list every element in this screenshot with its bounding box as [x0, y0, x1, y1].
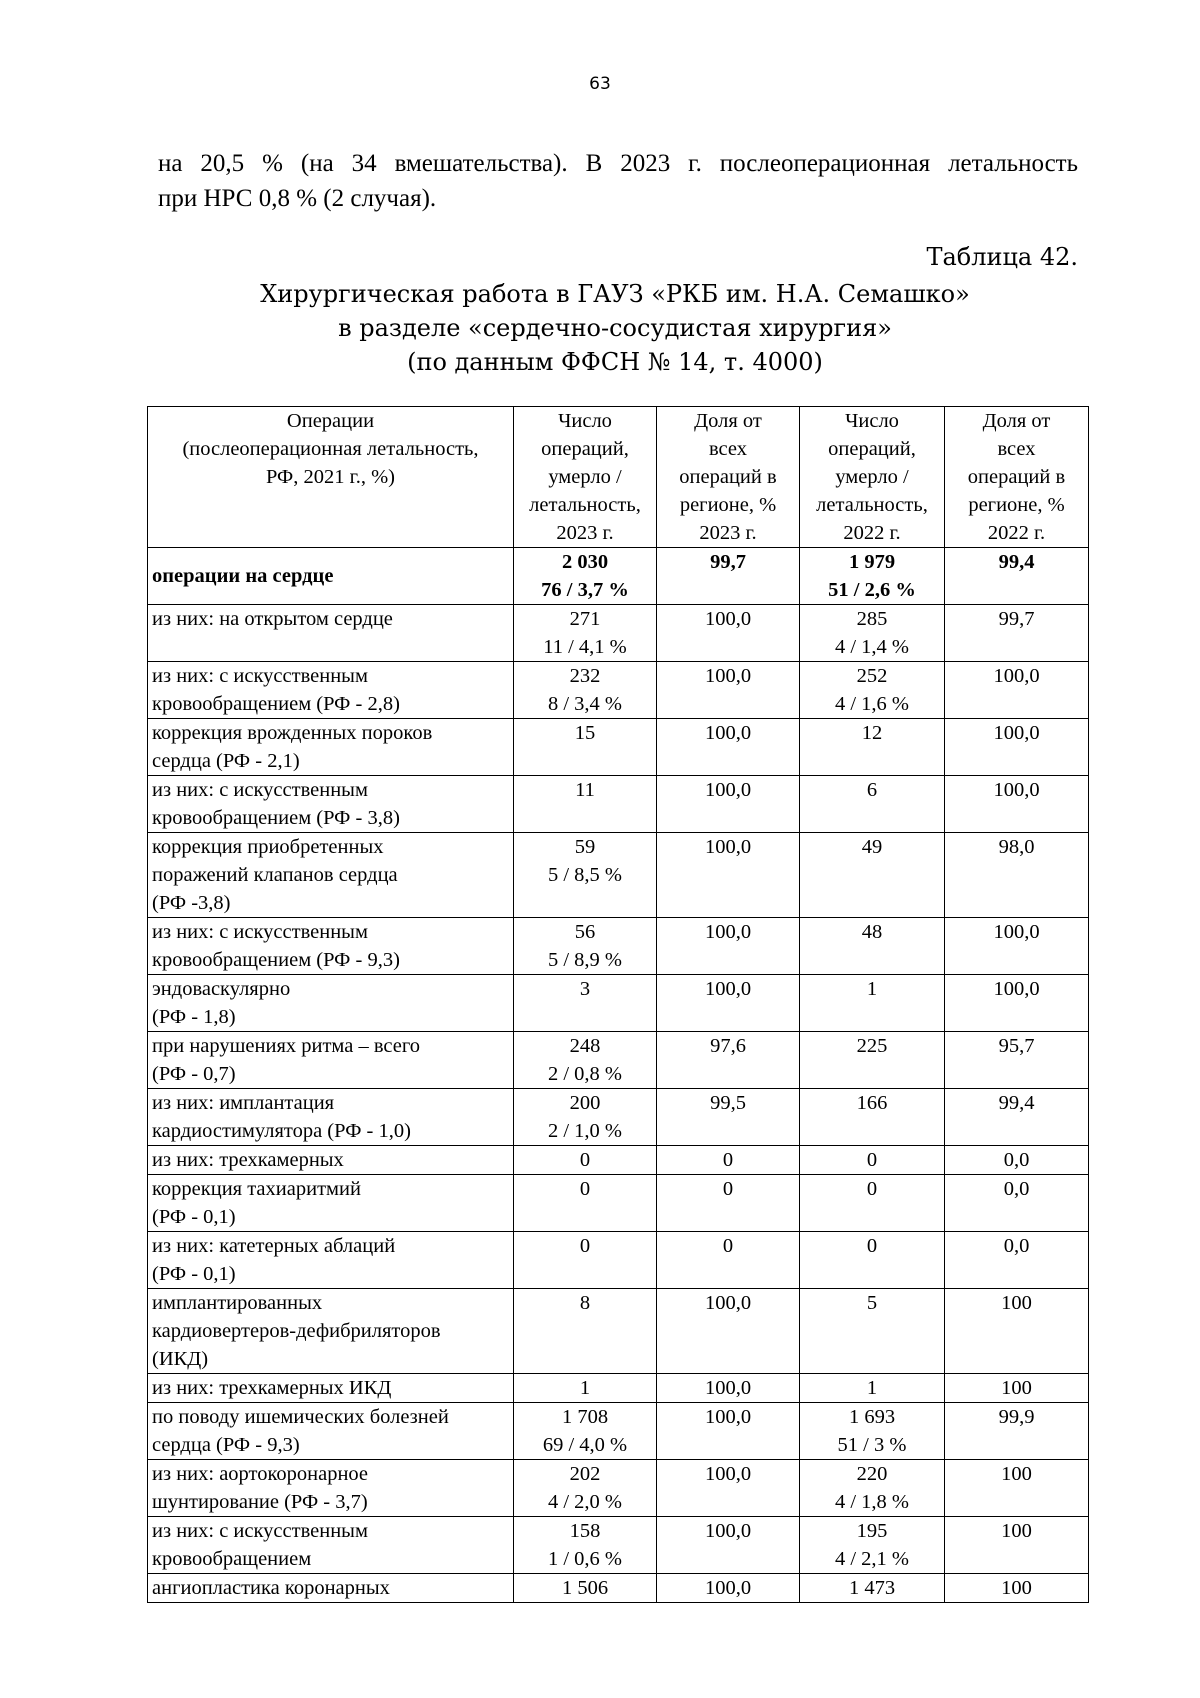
header-count-2022: Число операций, умерло / летальность, 2022 г.	[800, 407, 945, 548]
operation-cell: коррекция тахиаритмий (РФ - 0,1)	[148, 1175, 514, 1232]
count-2022-cell: 12	[800, 719, 945, 776]
count-2023-cell: 202 4 / 2,0 %	[514, 1460, 657, 1517]
table-header-row	[148, 407, 1089, 548]
table-row	[148, 1374, 1089, 1403]
table-row	[148, 605, 1089, 662]
page-number: 63	[589, 74, 611, 94]
table-row	[148, 975, 1089, 1032]
table-row	[148, 918, 1089, 975]
share-2022-cell: 100,0	[945, 918, 1089, 975]
count-2023-cell: 232 8 / 3,4 %	[514, 662, 657, 719]
table-row	[148, 1517, 1089, 1574]
count-2023-cell: 158 1 / 0,6 %	[514, 1517, 657, 1574]
table-row	[148, 1574, 1089, 1603]
share-2022-cell: 100	[945, 1374, 1089, 1403]
share-2022-cell: 100,0	[945, 662, 1089, 719]
count-2023-cell: 271 11 / 4,1 %	[514, 605, 657, 662]
share-2023-cell: 100,0	[657, 1517, 800, 1574]
share-2023-cell: 100,0	[657, 1374, 800, 1403]
share-2022-cell: 100,0	[945, 776, 1089, 833]
count-2022-cell: 5	[800, 1289, 945, 1374]
count-2022-cell: 225	[800, 1032, 945, 1089]
count-2023-cell: 59 5 / 8,5 %	[514, 833, 657, 918]
share-2022-cell: 100	[945, 1574, 1089, 1603]
share-2023-cell: 99,5	[657, 1089, 800, 1146]
count-2023-cell: 3	[514, 975, 657, 1032]
intro-paragraph	[158, 146, 1078, 216]
count-2023-cell: 15	[514, 719, 657, 776]
table-row	[148, 1460, 1089, 1517]
share-2022-cell: 99,4	[945, 548, 1089, 605]
share-2023-cell: 100,0	[657, 918, 800, 975]
share-2023-cell: 0	[657, 1146, 800, 1175]
count-2023-cell: 0	[514, 1175, 657, 1232]
table-row	[148, 1175, 1089, 1232]
share-2023-cell: 100,0	[657, 975, 800, 1032]
operation-cell: по поводу ишемических болезней сердца (РФ - 9,3)	[148, 1403, 514, 1460]
operation-cell: из них: катетерных аблаций (РФ - 0,1)	[148, 1232, 514, 1289]
count-2022-cell: 1 979 51 / 2,6 %	[800, 548, 945, 605]
operation-cell: из них: с искусственным кровообращением (РФ - 3,8)	[148, 776, 514, 833]
table-row	[148, 1146, 1089, 1175]
count-2023-cell: 2 030 76 / 3,7 %	[514, 548, 657, 605]
caption-line-3: (по данным ФФСН № 14, т. 4000)	[407, 348, 823, 376]
operation-cell: из них: имплантация кардиостимулятора (РФ - 1,0)	[148, 1089, 514, 1146]
header-operations: Операции (послеоперационная летальность, РФ, 2021 г., %)	[148, 407, 514, 548]
table-row	[148, 776, 1089, 833]
table-row	[148, 719, 1089, 776]
count-2022-cell: 0	[800, 1146, 945, 1175]
count-2022-cell: 1 693 51 / 3 %	[800, 1403, 945, 1460]
intro-line-2: при НРС 0,8 % (2 случая).	[158, 185, 437, 212]
share-2023-cell: 100,0	[657, 719, 800, 776]
share-2023-cell: 100,0	[657, 1289, 800, 1374]
count-2023-cell: 1 506	[514, 1574, 657, 1603]
count-2022-cell: 6	[800, 776, 945, 833]
operation-cell: из них: аортокоронарное шунтирование (РФ - 3,7)	[148, 1460, 514, 1517]
share-2023-cell: 100,0	[657, 833, 800, 918]
share-2022-cell: 99,9	[945, 1403, 1089, 1460]
operation-cell: из них: на открытом сердце	[148, 605, 514, 662]
count-2022-cell: 0	[800, 1232, 945, 1289]
share-2023-cell: 100,0	[657, 605, 800, 662]
count-2022-cell: 195 4 / 2,1 %	[800, 1517, 945, 1574]
share-2022-cell: 100	[945, 1460, 1089, 1517]
operation-cell: из них: трехкамерных	[148, 1146, 514, 1175]
count-2023-cell: 0	[514, 1146, 657, 1175]
share-2022-cell: 100	[945, 1289, 1089, 1374]
table-row	[148, 1232, 1089, 1289]
count-2023-cell: 248 2 / 0,8 %	[514, 1032, 657, 1089]
operation-cell: из них: с искусственным кровообращением (РФ - 9,3)	[148, 918, 514, 975]
share-2023-cell: 100,0	[657, 1574, 800, 1603]
count-2023-cell: 11	[514, 776, 657, 833]
count-2022-cell: 1	[800, 1374, 945, 1403]
share-2023-cell: 100,0	[657, 1460, 800, 1517]
count-2022-cell: 252 4 / 1,6 %	[800, 662, 945, 719]
share-2022-cell: 98,0	[945, 833, 1089, 918]
count-2023-cell: 8	[514, 1289, 657, 1374]
header-share-2023: Доля от всех операций в регионе, % 2023 г.	[657, 407, 800, 548]
header-count-2023: Число операций, умерло / летальность, 2023 г.	[514, 407, 657, 548]
share-2023-cell: 100,0	[657, 662, 800, 719]
table-row	[148, 1289, 1089, 1374]
operation-cell: коррекция приобретенных поражений клапанов сердца (РФ -3,8)	[148, 833, 514, 918]
share-2023-cell: 100,0	[657, 776, 800, 833]
share-2022-cell: 99,7	[945, 605, 1089, 662]
count-2022-cell: 1 473	[800, 1574, 945, 1603]
table-body	[148, 548, 1089, 1603]
intro-line-1: на 20,5 % (на 34 вмешательства). В 2023 г. послеоперационная летальность	[158, 150, 1078, 177]
surgery-table	[147, 406, 1089, 1603]
table-label: Таблица 42.	[926, 243, 1078, 271]
operation-cell: из них: с искусственным кровообращением (РФ - 2,8)	[148, 662, 514, 719]
share-2022-cell: 0,0	[945, 1175, 1089, 1232]
caption-line-1: Хирургическая работа в ГАУЗ «РКБ им. Н.А. Семашко»	[260, 280, 970, 308]
count-2022-cell: 220 4 / 1,8 %	[800, 1460, 945, 1517]
table-row	[148, 548, 1089, 605]
count-2022-cell: 166	[800, 1089, 945, 1146]
table-row	[148, 662, 1089, 719]
share-2022-cell: 0,0	[945, 1232, 1089, 1289]
operation-cell: операции на сердце	[148, 548, 514, 605]
share-2022-cell: 100,0	[945, 975, 1089, 1032]
share-2022-cell: 100,0	[945, 719, 1089, 776]
share-2023-cell: 97,6	[657, 1032, 800, 1089]
table-row	[148, 1089, 1089, 1146]
share-2023-cell: 99,7	[657, 548, 800, 605]
share-2023-cell: 0	[657, 1175, 800, 1232]
count-2023-cell: 1	[514, 1374, 657, 1403]
count-2022-cell: 48	[800, 918, 945, 975]
table-row	[148, 1032, 1089, 1089]
count-2022-cell: 49	[800, 833, 945, 918]
operation-cell: из них: с искусственным кровообращением	[148, 1517, 514, 1574]
count-2022-cell: 285 4 / 1,4 %	[800, 605, 945, 662]
share-2023-cell: 0	[657, 1232, 800, 1289]
count-2022-cell: 0	[800, 1175, 945, 1232]
table-row	[148, 1403, 1089, 1460]
table-row	[148, 833, 1089, 918]
operation-cell: коррекция врожденных пороков сердца (РФ - 2,1)	[148, 719, 514, 776]
operation-cell: ангиопластика коронарных	[148, 1574, 514, 1603]
share-2022-cell: 99,4	[945, 1089, 1089, 1146]
caption-line-2: в разделе «сердечно-сосудистая хирургия»	[338, 314, 892, 342]
share-2022-cell: 95,7	[945, 1032, 1089, 1089]
operation-cell: из них: трехкамерных ИКД	[148, 1374, 514, 1403]
header-share-2022: Доля от всех операций в регионе, % 2022 г.	[945, 407, 1089, 548]
operation-cell: имплантированных кардиовертеров-дефибриляторов (ИКД)	[148, 1289, 514, 1374]
count-2023-cell: 56 5 / 8,9 %	[514, 918, 657, 975]
share-2022-cell: 100	[945, 1517, 1089, 1574]
share-2023-cell: 100,0	[657, 1403, 800, 1460]
count-2023-cell: 1 708 69 / 4,0 %	[514, 1403, 657, 1460]
operation-cell: при нарушениях ритма – всего (РФ - 0,7)	[148, 1032, 514, 1089]
count-2022-cell: 1	[800, 975, 945, 1032]
count-2023-cell: 0	[514, 1232, 657, 1289]
table-caption	[150, 277, 1080, 379]
share-2022-cell: 0,0	[945, 1146, 1089, 1175]
count-2023-cell: 200 2 / 1,0 %	[514, 1089, 657, 1146]
operation-cell: эндоваскулярно (РФ - 1,8)	[148, 975, 514, 1032]
